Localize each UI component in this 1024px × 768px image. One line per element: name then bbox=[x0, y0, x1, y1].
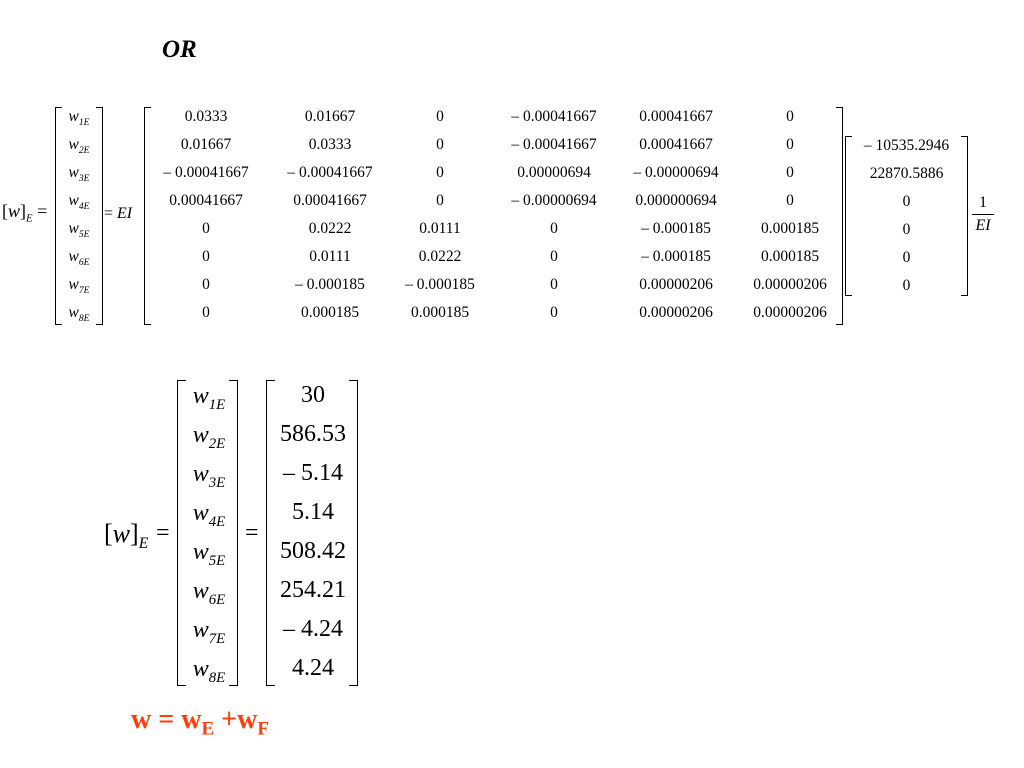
fraction-numerator: 1 bbox=[979, 194, 987, 211]
matrix-cell: 0 bbox=[436, 136, 444, 153]
matrix-cell: – 0.00041667 bbox=[511, 108, 597, 125]
lhs-bracket-close: ] bbox=[130, 519, 139, 548]
matrix-cell: – 0.000185 bbox=[641, 248, 711, 265]
w-vector-right-bracket bbox=[96, 107, 103, 325]
matrix-cell: – 0.00000694 bbox=[633, 164, 719, 181]
vector-entry: 508.42 bbox=[280, 538, 346, 564]
result-w-e: $w_E$ bbox=[181, 704, 215, 740]
matrix-cell: 0 bbox=[202, 248, 210, 265]
vector-entry: – 5.14 bbox=[283, 460, 343, 486]
matrix-cell: 0.0333 bbox=[184, 108, 228, 125]
matrix-cell: 0.00000206 bbox=[639, 304, 713, 321]
matrix-cell: 0.01667 bbox=[180, 136, 232, 153]
matrix-cell: 0 bbox=[436, 192, 444, 209]
w-entry: $w_{6E}$ bbox=[68, 248, 90, 269]
lhs-w-e-large bbox=[104, 519, 148, 553]
lhs-w-e-small bbox=[2, 201, 47, 225]
lhs-subscript: E bbox=[26, 212, 33, 225]
matrix-cell: – 0.00041667 bbox=[287, 164, 373, 181]
result-w-f: $w_F$ bbox=[237, 704, 269, 740]
fraction-denominator: EI bbox=[975, 217, 991, 234]
lhs-symbol: w bbox=[112, 519, 131, 548]
matrix-cell: 0.000185 bbox=[300, 304, 360, 321]
matrix-cell: 0.0111 bbox=[309, 248, 351, 265]
matrix-cell: 0.00041667 bbox=[639, 108, 713, 125]
vector-entry: 586.53 bbox=[280, 421, 346, 447]
matrix-cell: 0.01667 bbox=[304, 108, 356, 125]
matrix-cell: 0.00000206 bbox=[753, 304, 827, 321]
matrix-cell: 0 bbox=[436, 108, 444, 125]
lhs-subscript: E bbox=[138, 535, 149, 553]
result-equals: = bbox=[158, 704, 175, 735]
matrix-cell: 0.0222 bbox=[418, 248, 462, 265]
w-entry: $w_{5E}$ bbox=[192, 539, 226, 569]
vector-entry: 254.21 bbox=[280, 577, 346, 603]
matrix-cell: – 0.00000694 bbox=[511, 192, 597, 209]
w-vector-right-bracket bbox=[229, 380, 238, 686]
matrix-cell: 0 bbox=[786, 192, 794, 209]
vector-entry: 30 bbox=[301, 382, 325, 408]
matrix-cell: 0 bbox=[436, 164, 444, 181]
w-vector-small bbox=[60, 107, 98, 325]
w-entry: $w_{6E}$ bbox=[192, 578, 226, 608]
fraction-bar bbox=[972, 214, 994, 215]
matrix-cell: 0 bbox=[202, 304, 210, 321]
matrix-cell: – 0.000185 bbox=[405, 276, 475, 293]
matrix-cell: 0.000185 bbox=[760, 220, 820, 237]
w-entry: $w_{8E}$ bbox=[68, 304, 90, 325]
matrix-cell: 0.0222 bbox=[308, 220, 352, 237]
matrix-cell: 0 bbox=[550, 220, 558, 237]
matrix-cell: 0.000185 bbox=[410, 304, 470, 321]
matrix-cell: – 0.00041667 bbox=[511, 136, 597, 153]
force-vector-right-bracket bbox=[961, 136, 968, 296]
matrix-cell: 0 bbox=[550, 304, 558, 321]
matrix-cell: 0.00000694 bbox=[517, 164, 591, 181]
matrix-cell: 0.00041667 bbox=[639, 136, 713, 153]
matrix-right-bracket bbox=[836, 107, 843, 325]
w-entry: $w_{4E}$ bbox=[68, 192, 90, 213]
vector-entry: 22870.5886 bbox=[869, 165, 944, 182]
matrix-cell: 0.0333 bbox=[308, 136, 352, 153]
matrix-cell: 0 bbox=[786, 136, 794, 153]
result-w: w bbox=[131, 704, 152, 735]
w-entry: $w_{7E}$ bbox=[68, 276, 90, 297]
w-entry: $w_{3E}$ bbox=[68, 164, 90, 185]
vector-entry: – 4.24 bbox=[283, 616, 343, 642]
matrix-cell: 0 bbox=[202, 220, 210, 237]
stiffness-matrix bbox=[150, 107, 840, 325]
w-entry: $w_{8E}$ bbox=[192, 656, 226, 686]
lhs-bracket-open: [ bbox=[2, 201, 8, 221]
vector-entry: 5.14 bbox=[292, 499, 334, 525]
lhs-symbol: w bbox=[8, 201, 21, 221]
vector-entry: 0 bbox=[902, 277, 911, 294]
w-entry: $w_{1E}$ bbox=[68, 108, 90, 129]
matrix-cell: – 0.000185 bbox=[295, 276, 365, 293]
values-right-bracket bbox=[349, 380, 358, 686]
vector-entry: 0 bbox=[902, 193, 911, 210]
matrix-cell: 0 bbox=[202, 276, 210, 293]
matrix-cell: 0.000185 bbox=[760, 248, 820, 265]
w-vector-large bbox=[183, 380, 235, 686]
one-over-ei-fraction bbox=[972, 193, 994, 236]
matrix-cell: 0.00041667 bbox=[293, 192, 367, 209]
w-entry: $w_{4E}$ bbox=[192, 500, 226, 530]
displacement-values bbox=[270, 380, 356, 686]
matrix-cell: – 0.000185 bbox=[641, 220, 711, 237]
vector-entry: 0 bbox=[902, 249, 911, 266]
lhs-bracket-close: ] bbox=[20, 201, 27, 221]
w-entry: $w_{3E}$ bbox=[192, 461, 226, 491]
equals-sign: = bbox=[104, 205, 114, 222]
lhs-bracket-open: [ bbox=[104, 519, 113, 548]
matrix-cell: 0.000000694 bbox=[635, 192, 717, 209]
matrix-cell: – 0.00041667 bbox=[163, 164, 249, 181]
vector-entry: – 10535.2946 bbox=[863, 137, 950, 154]
matrix-cell: 0.00041667 bbox=[169, 192, 243, 209]
heading-or: OR bbox=[162, 36, 197, 63]
result-plus: + bbox=[221, 704, 238, 735]
ei-symbol: EI bbox=[117, 205, 133, 222]
w-entry: $w_{5E}$ bbox=[68, 220, 90, 241]
matrix-cell: 0 bbox=[550, 248, 558, 265]
equals-sign-b: = bbox=[245, 520, 259, 546]
w-entry: $w_{2E}$ bbox=[68, 136, 90, 157]
w-entry: $w_{2E}$ bbox=[192, 422, 226, 452]
matrix-cell: 0 bbox=[786, 108, 794, 125]
matrix-cell: 0.00000206 bbox=[639, 276, 713, 293]
matrix-cell: 0 bbox=[550, 276, 558, 293]
vector-entry: 0 bbox=[902, 221, 911, 238]
equals-ei bbox=[104, 205, 132, 223]
matrix-cell: 0.0111 bbox=[419, 220, 461, 237]
lhs-equals: = bbox=[37, 201, 48, 221]
equals-sign-a: = bbox=[156, 520, 170, 546]
force-vector bbox=[849, 136, 964, 296]
w-entry: $w_{1E}$ bbox=[192, 383, 226, 413]
vector-entry: 4.24 bbox=[292, 655, 334, 681]
matrix-cell: 0 bbox=[786, 164, 794, 181]
matrix-cell: 0.00000206 bbox=[753, 276, 827, 293]
w-entry: $w_{7E}$ bbox=[192, 617, 226, 647]
superposition-result bbox=[131, 704, 269, 741]
